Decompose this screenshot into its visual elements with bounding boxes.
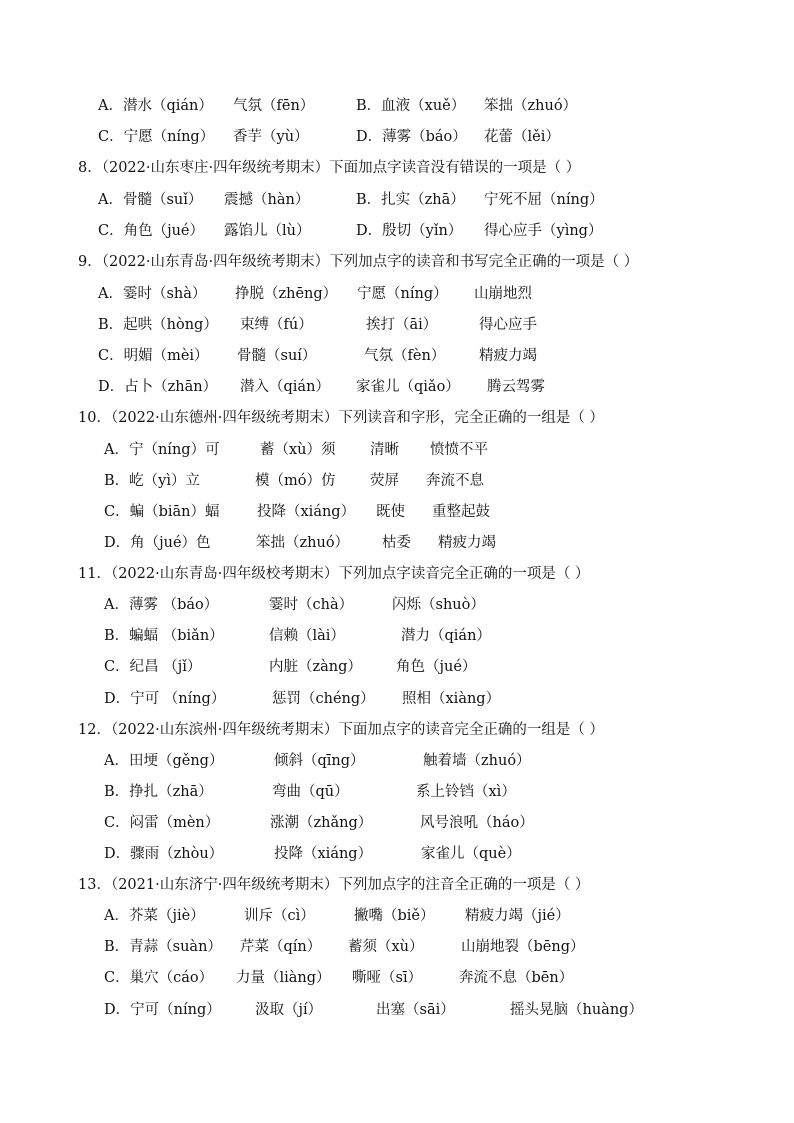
option-item: 蓄须（xù） xyxy=(348,939,424,955)
option-item: A．霎时（shà） xyxy=(98,286,207,302)
option-item: 投降（xiáng） xyxy=(257,504,356,520)
question-stem: 下列加点字的读音和书写完全正确的一项是（ ） xyxy=(329,254,639,270)
option-item: A．薄雾 （báo） xyxy=(104,597,219,613)
question-number: 11． xyxy=(78,566,111,582)
question-12 xyxy=(78,718,604,742)
option-item: C．巢穴（cáo） xyxy=(104,970,214,986)
option-item: 出塞（sāi） xyxy=(376,1002,455,1018)
question-stem: 下面加点字的读音完全正确的一组是（ ） xyxy=(338,722,604,738)
option-item: C．明媚（mèi） xyxy=(98,348,209,364)
option-item: 挣脱（zhēng） xyxy=(235,286,338,302)
option-item: 气氛（fèn） xyxy=(364,348,446,364)
option-item: 震撼（hàn） xyxy=(224,192,310,208)
question-stem: 下面加点字读音没有错误的一项是（ ） xyxy=(329,160,581,176)
question-source: （2022·山东滨州·四年级统考期末） xyxy=(110,722,339,738)
option-item: 精疲力竭 xyxy=(479,348,537,364)
option-item: 重整起鼓 xyxy=(432,504,490,520)
option-item: 倾斜（qīng） xyxy=(274,753,365,769)
option-item: C．蝙（biān）蝠 xyxy=(104,504,220,520)
option-item: 闪烁（shuò） xyxy=(392,597,485,613)
option-item: C．角色（jué） xyxy=(98,223,205,239)
question-stem: 下列加点字的注音全正确的一项是（ ） xyxy=(338,877,590,893)
option-item: 嘶哑（sī） xyxy=(352,970,423,986)
option-item: 笨拙（zhuó） xyxy=(256,535,350,551)
option-item: 内脏（zàng） xyxy=(269,659,362,675)
option-item: C．闷雷（mèn） xyxy=(104,815,220,831)
option-item: 撇嘴（biě） xyxy=(354,908,435,924)
question-10 xyxy=(78,406,604,430)
option-item: 家雀儿（qiǎo） xyxy=(356,379,460,395)
option-item: 荧屏 xyxy=(370,473,399,489)
option-item: B．血液（xuě） xyxy=(356,98,466,114)
question-number: 12． xyxy=(78,722,111,738)
option-item: A．田埂（gěng） xyxy=(104,753,224,769)
option-item: B．挣扎（zhā） xyxy=(104,784,213,800)
option-item: 弯曲（qū） xyxy=(272,784,349,800)
option-item: 宁死不屈（níng） xyxy=(484,192,604,208)
option-item: 角色（jué） xyxy=(396,659,477,675)
question-stem: 下列加点字读音完全正确的一项是（ ） xyxy=(338,566,590,582)
option-item: 汲取（jí） xyxy=(255,1002,323,1018)
option-item: 蓄（xù）须 xyxy=(260,442,336,458)
option-item: D．骤雨（zhòu） xyxy=(104,846,224,862)
option-item: 腾云驾雾 xyxy=(487,379,545,395)
question-stem: 下列读音和字形，完全正确的一组是（ ） xyxy=(338,410,604,426)
option-item: 既使 xyxy=(376,504,405,520)
option-item: 照相（xiàng） xyxy=(402,691,501,707)
option-item: 枯委 xyxy=(382,535,411,551)
option-item: 愤愤不平 xyxy=(430,442,488,458)
option-item: 清晰 xyxy=(370,442,399,458)
option-item: 训斥（cì） xyxy=(244,908,315,924)
option-item: B．屹（yì）立 xyxy=(104,473,200,489)
option-item: D．角（jué）色 xyxy=(104,535,211,551)
option-item: 气氛（fēn） xyxy=(233,98,315,114)
option-item: A．潜水（qián） xyxy=(98,98,213,114)
option-item: 花蕾（lěi） xyxy=(484,129,560,145)
option-item: 精疲力竭（jié） xyxy=(465,908,570,924)
option-item: 潜力（qián） xyxy=(401,628,491,644)
question-source: （2021·山东济宁·四年级统考期末） xyxy=(110,877,339,893)
option-item: 香芋（yù） xyxy=(233,129,309,145)
option-item: 信赖（lài） xyxy=(269,628,345,644)
option-item: 系上铃铛（xì） xyxy=(416,784,516,800)
question-source: （2022·山东青岛·四年级统考期末） xyxy=(101,254,330,270)
option-item: 模（mó）仿 xyxy=(255,473,336,489)
question-9 xyxy=(78,250,638,274)
option-item: 触着墙（zhuó） xyxy=(423,753,531,769)
option-item: 力量（liàng） xyxy=(236,970,331,986)
option-item: D．宁可 （níng） xyxy=(104,691,226,707)
option-item: 山崩地裂（bēng） xyxy=(461,939,585,955)
option-item: 山崩地烈 xyxy=(474,286,532,302)
question-source: （2022·山东德州·四年级统考期末） xyxy=(110,410,339,426)
option-item: 宁愿（níng） xyxy=(357,286,448,302)
option-item: D．殷切（yǐn） xyxy=(356,223,463,239)
question-source: （2022·山东枣庄·四年级统考期末） xyxy=(101,160,330,176)
question-number: 10． xyxy=(78,410,111,426)
option-item: B．青蒜（suàn） xyxy=(104,939,222,955)
option-item: 笨拙（zhuó） xyxy=(484,98,578,114)
option-item: 得心应手（yìng） xyxy=(484,223,603,239)
question-number: 13． xyxy=(78,877,111,893)
option-item: 奔流不息（bēn） xyxy=(459,970,574,986)
option-item: 得心应手 xyxy=(479,317,537,333)
option-item: C．宁愿（níng） xyxy=(98,129,215,145)
option-item: 霎时（chà） xyxy=(269,597,354,613)
option-item: B．起哄（hòng） xyxy=(98,317,218,333)
option-item: 芹菜（qín） xyxy=(240,939,322,955)
question-number: 8． xyxy=(78,160,102,176)
option-item: A．宁（níng）可 xyxy=(104,442,220,458)
option-item: D．薄雾（báo） xyxy=(356,129,467,145)
option-item: 奔流不息 xyxy=(426,473,484,489)
option-item: A．芥菜（jiè） xyxy=(104,908,205,924)
option-item: 风号浪吼（háo） xyxy=(420,815,534,831)
question-source: （2022·山东青岛·四年级校考期末） xyxy=(110,566,339,582)
option-item: A．骨髓（suǐ） xyxy=(98,192,203,208)
question-11 xyxy=(78,562,589,586)
option-item: 束缚（fú） xyxy=(240,317,313,333)
option-item: B．蝙蝠 （biǎn） xyxy=(104,628,224,644)
option-item: C．纪昌 （jǐ） xyxy=(104,659,202,675)
option-item: 投降（xiáng） xyxy=(274,846,373,862)
question-number: 9． xyxy=(78,254,102,270)
question-8 xyxy=(78,156,580,180)
question-13 xyxy=(78,873,589,897)
option-item: D．占卜（zhān） xyxy=(98,379,218,395)
option-item: 精疲力竭 xyxy=(438,535,496,551)
option-item: 骨髓（suí） xyxy=(237,348,317,364)
option-item: 涨潮（zhǎng） xyxy=(270,815,373,831)
option-item: 挨打（āi） xyxy=(366,317,438,333)
option-item: B．扎实（zhā） xyxy=(356,192,465,208)
option-item: D．宁可（níng） xyxy=(104,1002,221,1018)
option-item: 潜入（qián） xyxy=(240,379,330,395)
option-item: 摇头晃脑（huàng） xyxy=(510,1002,643,1018)
option-item: 露馅儿（lù） xyxy=(224,223,311,239)
option-item: 家雀儿（què） xyxy=(421,846,521,862)
option-item: 惩罚（chéng） xyxy=(272,691,375,707)
